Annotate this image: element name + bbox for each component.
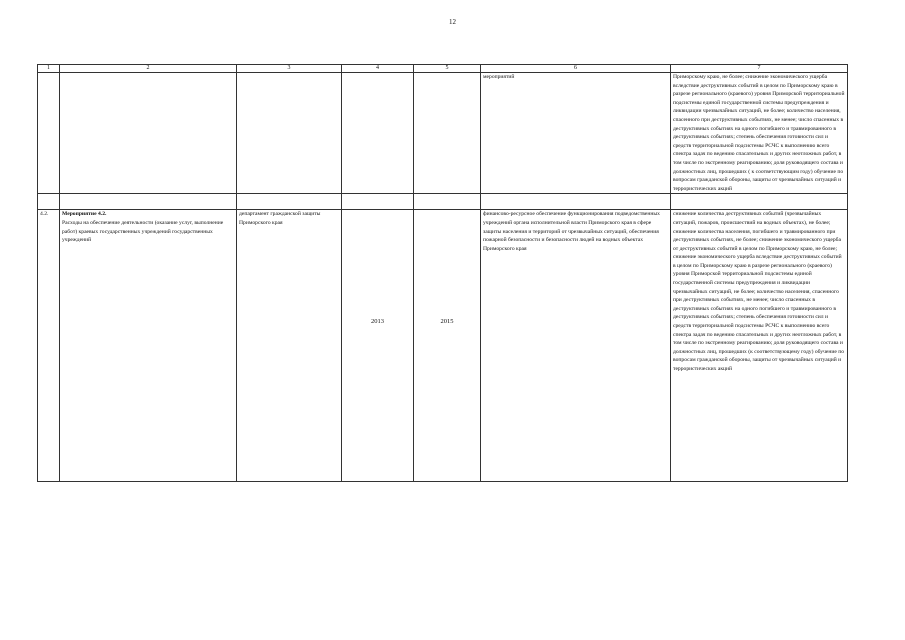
cell-result-continued: мероприятий <box>481 73 671 194</box>
cell-empty <box>342 194 414 210</box>
table-row-continued <box>38 73 848 194</box>
column-number-4: 4 <box>342 65 414 73</box>
cell-empty <box>414 194 481 210</box>
cell-year-start <box>342 210 414 482</box>
cell-empty <box>60 194 237 210</box>
column-number-1: 1 <box>38 65 60 73</box>
column-number-3: 3 <box>237 65 342 73</box>
column-number-2: 2 <box>60 65 237 73</box>
table-row-gap <box>38 194 848 210</box>
cell-year-end <box>414 210 481 482</box>
cell-indicators-continued: Приморскому краю, не более; снижение экономического ущерба вследствие деструктивных событий в целом по Приморскому краю в разрезе регионального (краевого) уровня Приморской территориальной подсистемы единой государственной системы предупреждения и ликвидации чрезвычайных ситуаций, не более; количество населения, спасенного при деструктивных событиях, не менее; число спасенных в деструктивных событиях на одного погибшего и травмированного в деструктивных событиях; степень обеспечения готовности сил и средств территориальной подсистемы РСЧС к выполнению всего спектра задач по ведению спасательных и других неотложных работ, в том числе по экстренному реагированию; доля руководящего состава и должностных лиц, прошедших ( к соответствующим году) обучение по вопросам гражданской обороны, защиты от чрезвычайных ситуаций и террористических акций <box>671 73 848 194</box>
column-number-5: 5 <box>414 65 481 73</box>
cell-empty <box>60 73 237 194</box>
cell-executor: департамент гражданской защиты Приморского края <box>237 210 342 482</box>
cell-empty <box>237 194 342 210</box>
year-start-value: 2013 <box>371 318 384 326</box>
cell-empty <box>481 194 671 210</box>
cell-indicators: снижение количества деструктивных событий (чрезвычайных ситуаций, пожаров, происшествий на водных объектах), не более; снижение количества населения, погибшего и травмированного при деструктивных событиях, не более; снижение экономического ущерба от деструктивных событий в целом по Приморскому краю, не более; снижение экономического ущерба вследствие деструктивных событий в целом по Приморскому краю в разрезе регионального (краевого) уровня Приморской территориальной подсистемы единой государственной системы предупреждения и ликвидации чрезвычайных ситуаций, не более; количество населения, спасенного при деструктивных событиях, не менее; число спасенных в деструктивных событиях на одного погибшего и травмированного в деструктивных событиях; степень обеспечения готовности сил и средств территориальной подсистемы РСЧС к выполнению всего спектра задач по ведению спасательных и других неотложных работ, в том числе по экстренному реагированию; доля руководящего состава и должностных лиц, прошедших (к соответствующему году) обучение по вопросам гражданской обороны, защиты от чрезвычайных ситуаций и террористических акций <box>671 210 848 482</box>
measure-title: Мероприятие 4.2. <box>62 211 107 218</box>
measure-description: Расходы на обеспечение деятельности (оказание услуг, выполнение работ) краевых государственных учреждений государственных учреждений <box>62 219 224 244</box>
column-number-7: 7 <box>671 65 848 73</box>
cell-empty <box>342 73 414 194</box>
cell-empty <box>237 73 342 194</box>
program-table <box>37 64 848 482</box>
table-row-4-2 <box>38 210 848 482</box>
cell-measure <box>60 210 237 482</box>
column-number-6: 6 <box>481 65 671 73</box>
year-end-value: 2015 <box>440 318 454 326</box>
cell-empty <box>38 194 60 210</box>
column-number-row <box>38 65 848 73</box>
page-number: 12 <box>449 18 456 26</box>
cell-empty <box>414 73 481 194</box>
cell-expected-result: финансово-ресурсное обеспечение функционирования подведомственных учреждений органа исполнительной власти Приморского края в сфере защиты населения и территорий от чрезвычайных ситуаций, обеспечения пожарной безопасности и безопасности людей на водных объектах Приморского края <box>481 210 671 482</box>
cell-empty <box>671 194 848 210</box>
cell-item-number: 4.2. <box>38 210 60 482</box>
cell-empty <box>38 73 60 194</box>
